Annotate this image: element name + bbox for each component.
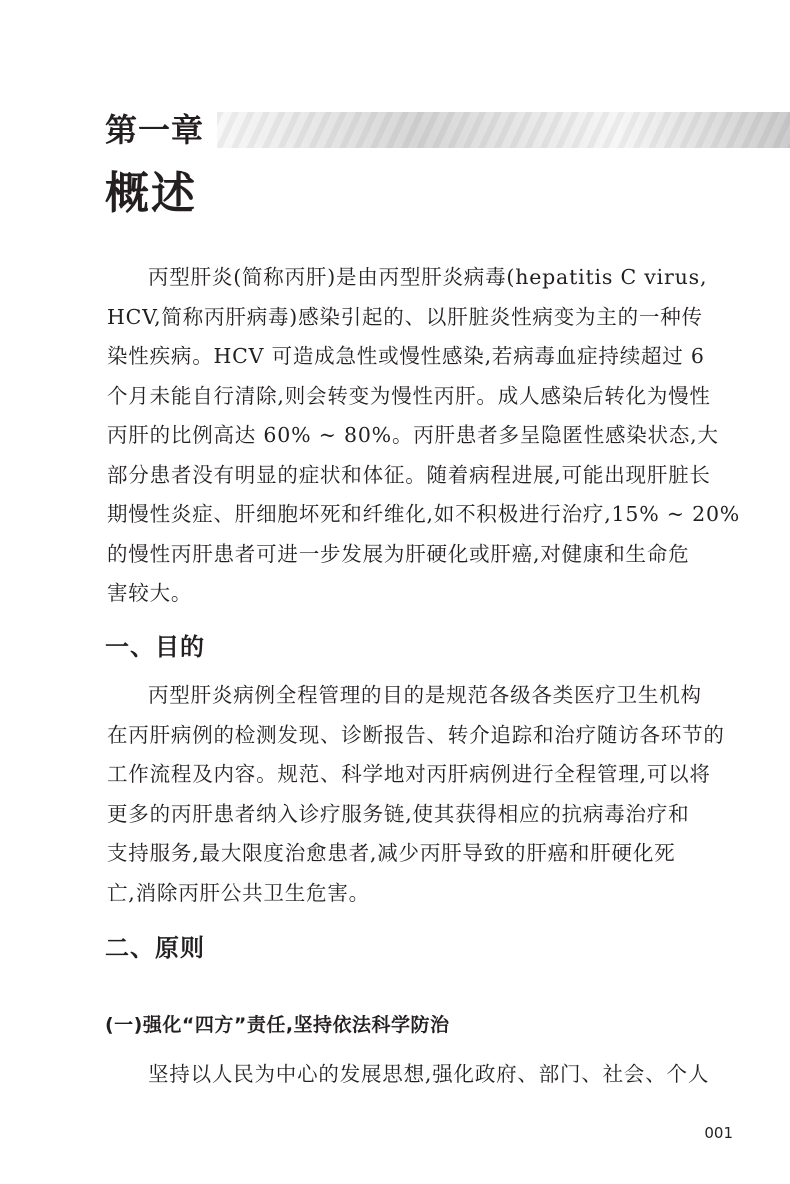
purpose-paragraph xyxy=(107,676,725,913)
paragraph-line: 支持服务,最大限度治愈患者,减少丙肝导致的肝癌和肝硬化死 xyxy=(107,841,676,865)
subsection-heading: (一)强化“四方”责任,坚持依法科学防治 xyxy=(105,1014,450,1036)
paragraph-line: 坚持以人民为中心的发展思想,强化政府、部门、社会、个人 xyxy=(148,1062,710,1086)
section-heading-purpose: 一、目的 xyxy=(105,633,205,661)
paragraph-line: 害较大。 xyxy=(107,581,193,605)
intro-paragraph xyxy=(107,258,741,614)
chapter-label: 第一章 xyxy=(105,111,205,149)
paragraph-line: 染性疾病。HCV 可造成急性或慢性感染,若病毒血症持续超过 6 xyxy=(107,344,705,368)
paragraph-line: 部分患者没有明显的症状和体征。随着病程进展,可能出现肝脏长 xyxy=(107,462,711,487)
paragraph-line: 更多的丙肝患者纳入诊疗服务链,使其获得相应的抗病毒治疗和 xyxy=(107,801,690,826)
principles-paragraph xyxy=(107,1055,710,1095)
paragraph-line: 工作流程及内容。规范、科学地对丙肝病例进行全程管理,可以将 xyxy=(107,762,711,786)
chapter-decorative-band xyxy=(217,112,790,148)
chapter-header xyxy=(105,108,790,152)
paragraph-line: 期慢性炎症、肝细胞坏死和纤维化,如不积极进行治疗,15% ~ 20% xyxy=(107,502,741,526)
paragraph-line: HCV,简称丙肝病毒)感染引起的、以肝脏炎性病变为主的一种传 xyxy=(107,304,703,329)
paragraph-line: 丙肝的比例高达 60% ~ 80%。丙肝患者多呈隐匿性感染状态,大 xyxy=(107,423,719,447)
paragraph-line: 丙型肝炎(简称丙肝)是由丙型肝炎病毒(hepatitis C virus, xyxy=(148,265,708,289)
section-heading-principles: 二、原则 xyxy=(105,934,205,962)
paragraph-line: 个月未能自行清除,则会转变为慢性丙肝。成人感染后转化为慢性 xyxy=(107,383,711,408)
paragraph-line: 的慢性丙肝患者可进一步发展为肝硬化或肝癌,对健康和生命危 xyxy=(107,541,690,566)
paragraph-line: 亡,消除丙肝公共卫生危害。 xyxy=(107,880,370,905)
paragraph-line: 在丙肝病例的检测发现、诊断报告、转介追踪和治疗随访各环节的 xyxy=(107,722,725,747)
page-number: 001 xyxy=(704,1124,733,1142)
chapter-title: 概述 xyxy=(105,168,197,219)
paragraph-line: 丙型肝炎病例全程管理的目的是规范各级各类医疗卫生机构 xyxy=(148,683,702,707)
